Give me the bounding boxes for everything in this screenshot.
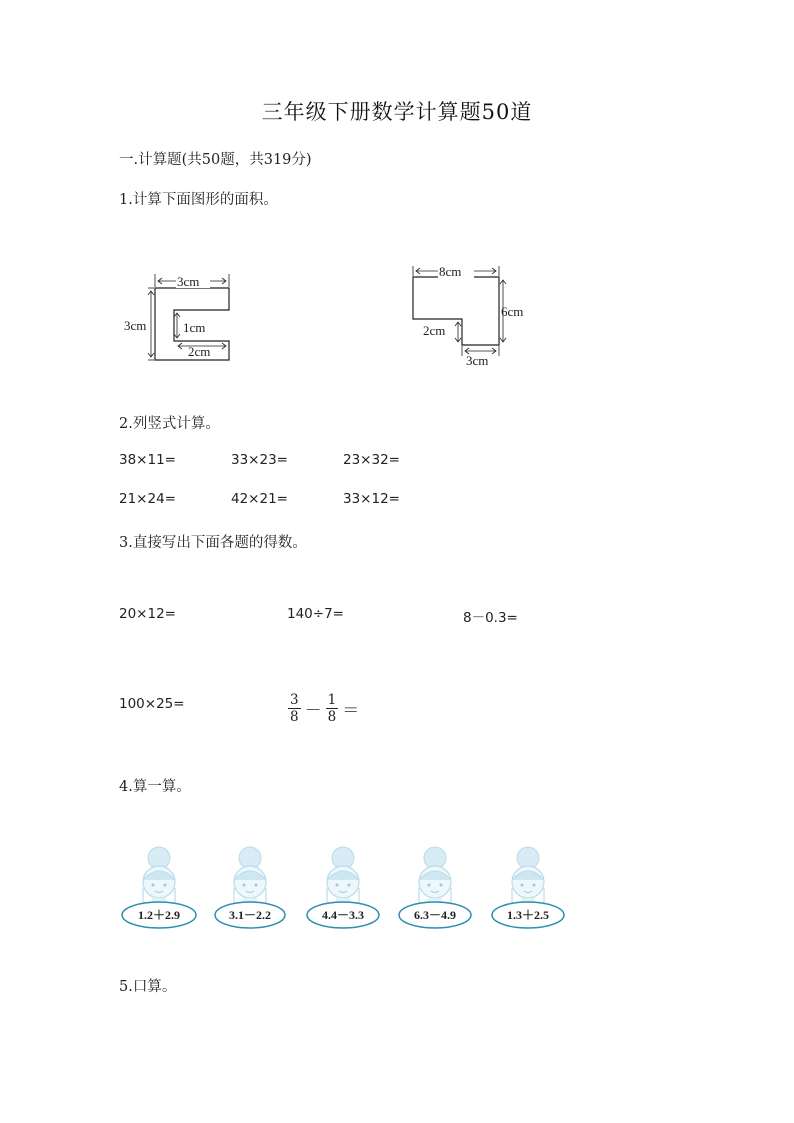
q2-problem: 38×11= xyxy=(119,452,176,468)
question-1-prompt: 1.计算下面图形的面积。 xyxy=(119,192,278,208)
question-2-prompt: 2.列竖式计算。 xyxy=(119,416,220,432)
q2-problem: 42×21= xyxy=(231,491,288,507)
q3-problem: 140÷7= xyxy=(287,606,344,622)
q4-expression: 1.3＋2.5 xyxy=(506,908,550,922)
q4-bubble xyxy=(122,847,196,928)
minus-sign: － xyxy=(304,700,322,721)
shape-1-inner-label: 1cm xyxy=(183,320,206,335)
q4-bubble xyxy=(399,847,471,928)
q4-expression: 4.4－3.3 xyxy=(321,908,365,922)
q2-problem: 33×23= xyxy=(231,452,288,468)
shape-2-step-label: 2cm xyxy=(423,323,446,338)
q4-expression: 3.1－2.2 xyxy=(228,908,272,922)
q4-expression: 1.2＋2.9 xyxy=(137,908,181,922)
page-title: 三年级下册数学计算题50道 xyxy=(261,100,533,124)
question-3-prompt: 3.直接写出下面各题的得数。 xyxy=(119,535,307,551)
shape-2-top-label: 8cm xyxy=(439,264,462,279)
q4-bubble xyxy=(307,847,379,928)
q2-problem: 23×32= xyxy=(343,452,400,468)
q2-problem: 33×12= xyxy=(343,491,400,507)
fraction-expression xyxy=(286,688,361,728)
shape-1-left-label: 3cm xyxy=(124,318,147,333)
q4-bubble xyxy=(215,847,285,928)
question-5-prompt: 5.口算。 xyxy=(119,979,177,995)
q3-problem: 20×12= xyxy=(119,606,176,622)
shape-1-top-label: 3cm xyxy=(177,274,200,289)
q3-problem: 8－0.3= xyxy=(463,610,518,626)
shape-1-diagram xyxy=(118,268,248,368)
q2-problem: 21×24= xyxy=(119,491,176,507)
q4-expression: 6.3－4.9 xyxy=(413,908,457,922)
shape-1-bottom-label: 2cm xyxy=(188,344,211,359)
q4-bubble xyxy=(492,847,564,928)
q4-bubble-row xyxy=(115,838,575,938)
q3-problem: 100×25= xyxy=(119,696,185,712)
fraction-three-eighths: $\frac{3}{8}$ xyxy=(290,691,299,725)
equals-sign: ＝ xyxy=(342,700,360,721)
shape-2-diagram xyxy=(400,260,550,372)
section-heading: 一.计算题(共50题，共319分) xyxy=(119,152,312,168)
shape-2-bottom-label: 3cm xyxy=(466,353,489,368)
fraction-one-eighth: $\frac{1}{8}$ xyxy=(327,691,337,725)
shape-2-right-label: 6cm xyxy=(501,304,524,319)
question-4-prompt: 4.算一算。 xyxy=(119,779,191,795)
